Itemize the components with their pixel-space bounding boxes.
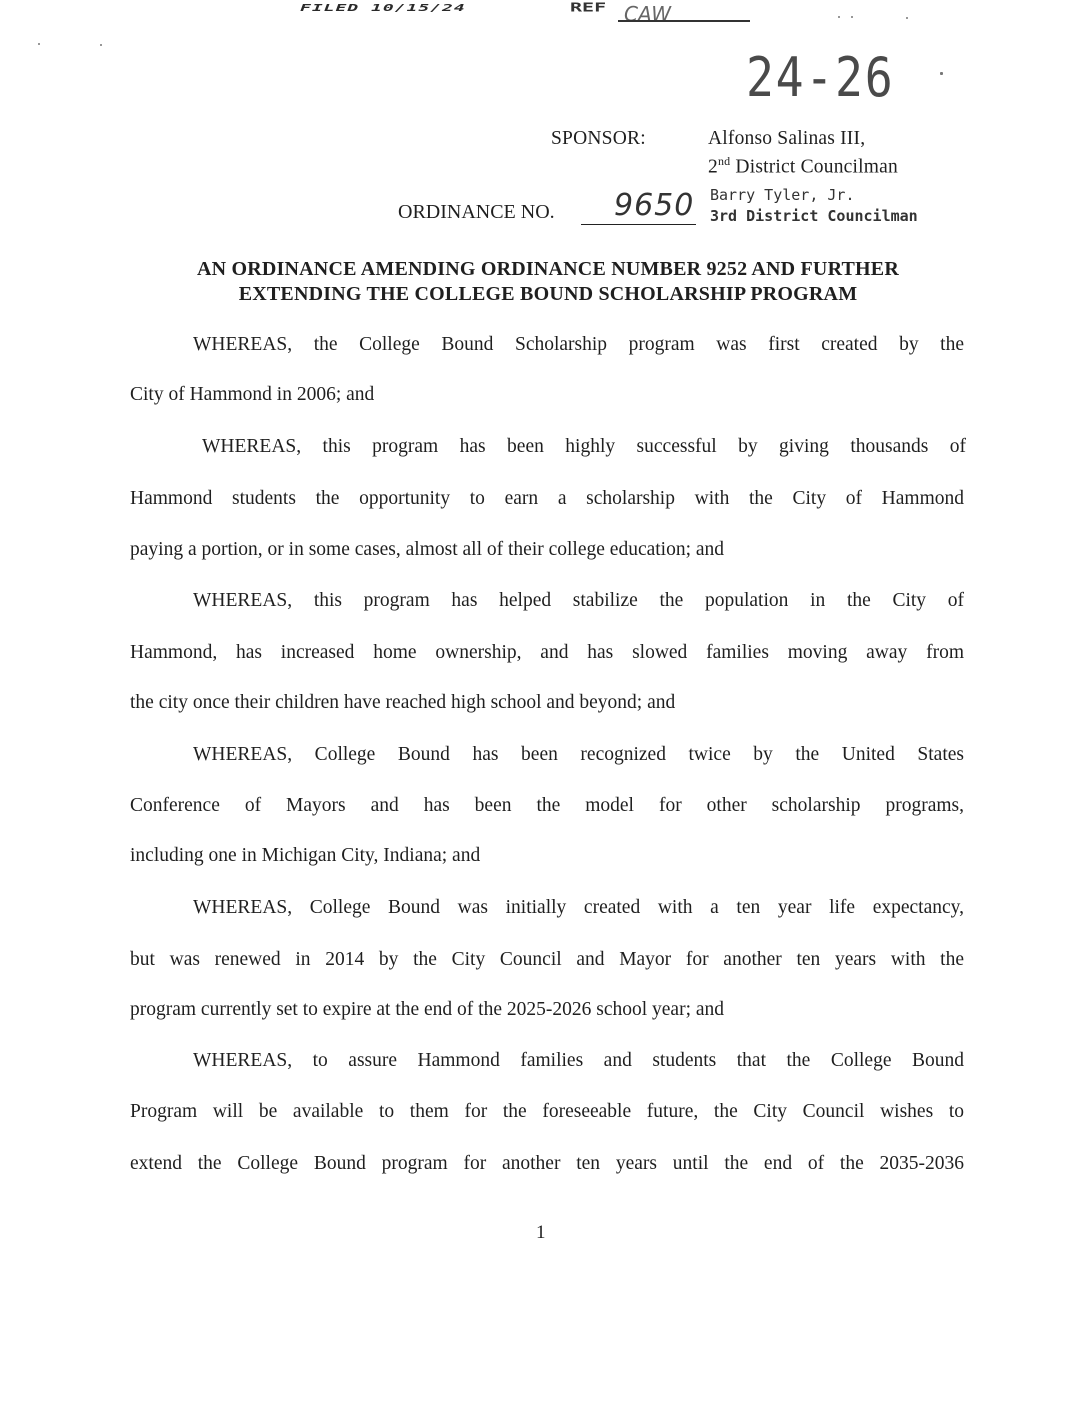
body-line: WHEREAS, College Bound was initially created with a ten year life expectancy, [193,897,964,918]
ordinance-title-line-1: AN ORDINANCE AMENDING ORDINANCE NUMBER 9252 AND FURTHER [197,258,899,280]
scan-speck [851,16,853,18]
ordinance-number-line [581,224,696,225]
sponsor-title-2: 3rd District Councilman [710,207,918,225]
body-line: Hammond students the opportunity to earn a scholarship with the City of Hammond [130,488,964,509]
body-line: Program will be available to them for the foreseeable future, the City Council wishes to [130,1101,964,1122]
document-number: 24-26 [746,46,895,109]
sponsor-title-1-num: 2 [708,156,718,178]
ref-initials: CAW [624,2,672,26]
ref-label: REF [570,0,607,15]
body-line: extend the College Bound program for another ten years until the end of the 2035-2036 [130,1153,964,1174]
sponsor-title-1-sup: nd [717,154,731,168]
body-line: WHEREAS, this program has been highly successful by giving thousands of [202,436,966,457]
page-number: 1 [536,1222,546,1243]
scan-speck [906,17,908,19]
body-line: but was renewed in 2014 by the City Council and Mayor for another ten years with the [130,949,964,970]
scan-speck [838,16,840,18]
scan-speck [100,44,102,46]
body-line: WHEREAS, to assure Hammond families and students that the College Bound [193,1050,964,1071]
ordinance-title-line-2: EXTENDING THE COLLEGE BOUND SCHOLARSHIP PROGRAM [238,283,858,305]
ref-underline [618,20,750,22]
sponsor-name-1: Alfonso Salinas III, [708,128,866,149]
scan-speck [940,72,943,75]
ordinance-label: ORDINANCE NO. [398,201,555,223]
sponsor-title-1-rest: District Councilman [730,156,898,178]
body-line: Hammond, has increased home ownership, and has slowed families moving away from [130,642,964,663]
ordinance-number: 9650 [614,188,695,223]
body-line: the city once their children have reached high school and beyond; and [130,692,676,713]
filed-stamp: FILED 10/15/24 [300,2,466,14]
sponsor-label: SPONSOR: [551,128,646,149]
sponsor-name-2: Barry Tyler, Jr. [710,186,855,204]
body-line: including one in Michigan City, Indiana; and [130,845,481,866]
body-line: paying a portion, or in some cases, almost all of their college education; and [130,539,725,560]
body-line: City of Hammond in 2006; and [130,384,375,405]
ref-stamp [570,0,672,26]
scan-speck [38,43,40,45]
body-line: WHEREAS, College Bound has been recognized twice by the United States [193,744,964,765]
body-line: program currently set to expire at the end of the 2025-2026 school year; and [130,999,725,1020]
body-line: WHEREAS, the College Bound Scholarship program was first created by the [193,334,964,355]
sponsor-title-1 [708,154,898,179]
body-line: WHEREAS, this program has helped stabilize the population in the City of [193,590,964,611]
body-line: Conference of Mayors and has been the model for other scholarship programs, [130,795,964,816]
